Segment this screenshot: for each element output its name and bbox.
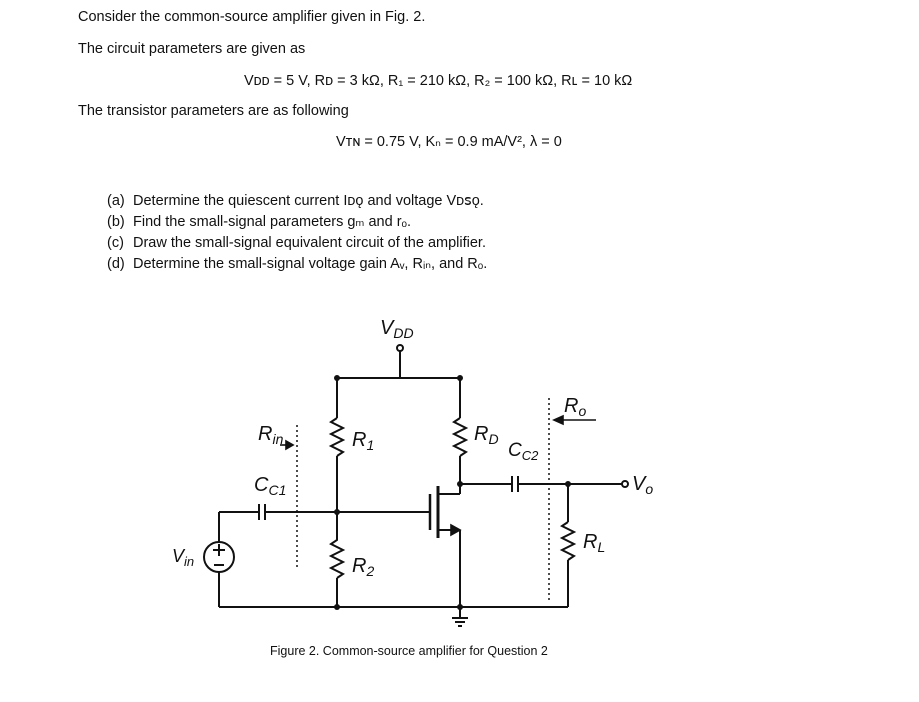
r2-label: $R_2$ [352,555,375,579]
transistor-params-label: The transistor parameters are as following [78,103,349,119]
cc2-label: $C_{C2}$ [508,440,539,463]
circuit-params: Vᴅᴅ = 5 V, Rᴅ = 3 kΩ, R₁ = 210 kΩ, R₂ = 100 kΩ, Rʟ = 10 kΩ [244,73,633,89]
part-tag: (b) [107,214,125,230]
part-tag: (a) [107,193,125,209]
part-text: Determine the small-signal voltage gain Aᵥ, Rᵢₙ, and Rₒ. [133,256,488,272]
figure-caption: Figure 2. Common-source amplifier for Question 2 [270,644,548,658]
rd-label: $R_D$ [474,423,499,447]
rin-label: $R_{in}$ [258,423,284,447]
ro-label: $R_o$ [564,395,587,419]
circuit-params-label: The circuit parameters are given as [78,41,306,57]
vin-label: $V_{in}$ [172,546,195,569]
r1-label: $R_1$ [352,429,375,453]
part-text: Draw the small-signal equivalent circuit of the amplifier. [133,235,486,251]
part-text: Determine the quiescent current Iᴅǫ and voltage Vᴅꜱǫ. [133,193,484,209]
transistor-params: Vᴛɴ = 0.75 V, Kₙ = 0.9 mA/V², λ = 0 [336,134,562,150]
rl-label: $R_L$ [583,531,606,555]
part-text: Find the small-signal parameters gₘ and rₒ. [133,214,412,230]
part-tag: (d) [107,256,125,272]
vdd-label: $V_{DD}$ [380,317,414,341]
intro-text: Consider the common-source amplifier given in Fig. 2. [78,9,426,25]
part-tag: (c) [107,235,124,251]
cc1-label: $C_{C1}$ [254,474,287,498]
vo-label: $V_o$ [632,473,654,497]
